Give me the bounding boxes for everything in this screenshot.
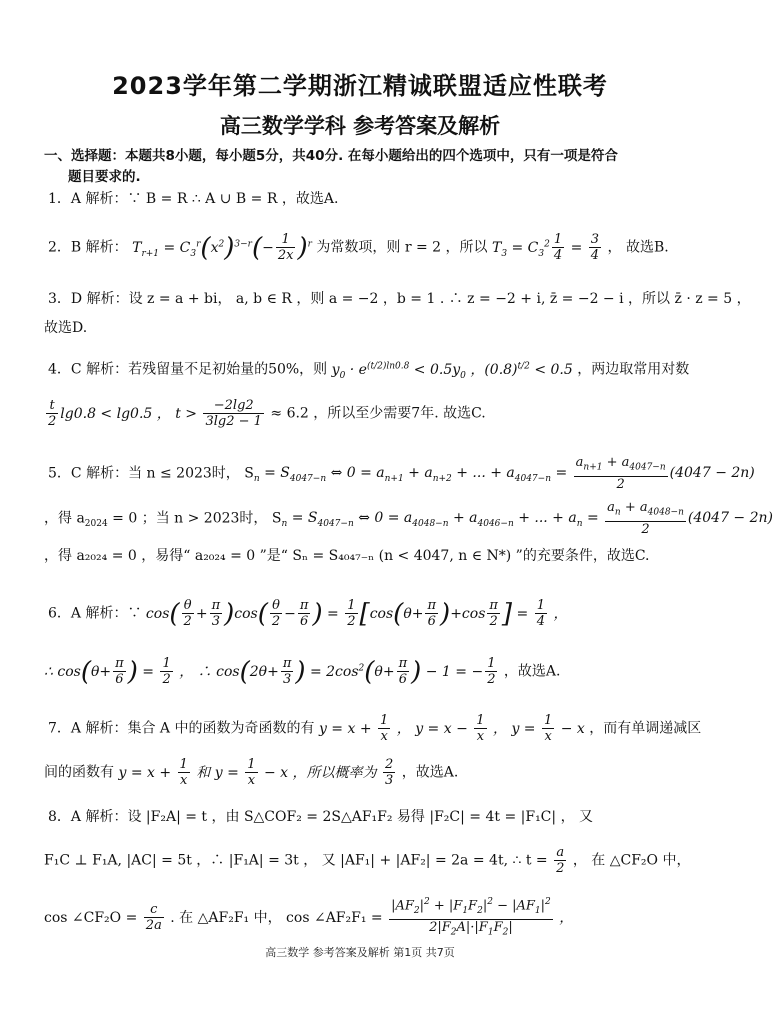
answer-q8-line3: [44, 895, 684, 941]
answer-q4-line1: [48, 355, 688, 386]
answer-q5-line1: [48, 455, 755, 492]
answer-q7-decreasing-functions: y = x + $\frac{1}{x}$ 和 y = $\frac{1}{x}$ − x ，所以概率为 $\frac{2}{3}$: [118, 757, 394, 788]
answer-q7-conclusion: ，故选A.: [401, 764, 459, 781]
answer-q8-text: F₁C ⊥ F₁A, |AC| = 5t ，∴ |F₁A| = 3t ， 又 |AF₁| + |AF₂| = 2a = 4t, ∴ t =: [44, 852, 548, 869]
answer-q4-text: ，两边取常用对数: [577, 361, 690, 378]
answer-q6-identity: cos( $\frac{\theta}{2}$ + $\frac{\pi}{3}$ )cos( $\frac{\theta}{2}$ − $\frac{\pi}{6}$ ) = $\frac{1}{2}$ [cos(θ+ $\frac{\pi}{6}$ )+cos $\frac{\pi}{2}$ ] = $\frac{1}{4}$ ，: [145, 598, 568, 629]
answer-q5-text2: = 0 ；当 n > 2023时， S: [107, 510, 282, 527]
answer-q4-log-inequality: $\frac{t}{2}$ lg0.8 < lg0.5 ， t > $\frac{-2\lg 2}{3\lg 2 - 1}$: [48, 398, 262, 429]
answer-q8-t-value: $\frac{a}{2}$: [556, 845, 565, 876]
answer-q7-text: ，而有单调递减区: [589, 720, 702, 737]
answer-q5-formula2: $_n = S_{4047-n}$ ⇔ $0 = a_{4048-n} + a_{4046-n}$ + ... + $a_n$ = $\frac{a_n + a_{4048-n}}{2}$ (4047 − 2n): [281, 500, 773, 537]
answer-q5-text: ，得 a: [44, 510, 85, 527]
answer-q1: 1．A 解析：∵ B = R ∴ A ∪ B = R ，故选A.: [48, 191, 339, 207]
answer-q5-formula1: $_n = S_{4047-n}$ ⇔ $0 = a_{n+1} + a_{n+2}$ + ... + $a_{4047-n}$ = $\frac{a_{n+1} + a_{4047-n}}{2}$ (4047 − 2n): [253, 455, 755, 492]
answer-q8-line1: 8．A 解析：设 |F₂A| = t ，由 S△COF₂ = 2S△AF₁F₂ 易得 |F₂C| = 4t = |F₁C| ， 又: [48, 809, 594, 825]
section-heading-line1: 一、选择题：本题共8小题，每小题5分，共40分. 在每小题给出的四个选项中，只有一项是符合: [44, 148, 618, 164]
answer-q4-conclusion: ≈ 6.2 ，所以至少需要7年. 故选C.: [270, 405, 486, 422]
section-heading-line2: 题目要求的.: [68, 169, 141, 185]
answer-q8-cos-label: cos ∠CF₂O =: [44, 909, 138, 926]
answer-q4-line2: [44, 398, 684, 429]
answer-q7-odd-functions: y = x + $\frac{1}{x}$ ， y = x − $\frac{1}{x}$ ， y = $\frac{1}{x}$ − x: [318, 713, 585, 744]
answer-q2-text: 为常数项，则 r = 2 ，所以: [316, 239, 488, 256]
answer-q5-line3: ，得 a₂₀₂₄ = 0 ，易得“ a₂₀₂₄ = 0 ”是“ Sₙ = S₄₀₄₇₋ₙ (n < 4047, n ∈ N*) ”的充要条件，故选C.: [44, 548, 650, 564]
answer-q5-intro: 5．C 解析：当 n ≤ 2023时， S: [48, 465, 254, 482]
answer-q2-intro: 2．B 解析：: [48, 239, 128, 256]
answer-q8-text3: . 在 △AF₂F₁ 中， cos ∠AF₂F₁ =: [170, 909, 383, 926]
answer-q6-derivation: ∴ cos(θ+ $\frac{\pi}{6}$ ) = $\frac{1}{2}$ ， ∴ cos(2θ+ $\frac{\pi}{3}$ ) = $2\cos^2(\theta+$ $\frac{\pi}{6}$ ) − 1 = − $\frac{1}{2}$: [44, 656, 496, 687]
answer-q6-line1: [48, 598, 688, 629]
answer-q4-intro: 4．C 解析：若残留量不足初始量的50%，则: [48, 361, 328, 378]
answer-q7-line1: [48, 713, 702, 744]
answer-q2: [48, 232, 688, 264]
answer-q2-tail: ， 故选B.: [607, 239, 669, 256]
answer-q7-line2: [44, 757, 684, 788]
page-footer: 高三数学 参考答案及解析 第1页 共7页: [265, 946, 455, 959]
answer-q6-intro: 6．A 解析：∵: [48, 605, 142, 622]
answer-q7-intro: 7．A 解析：集合 A 中的函数为奇函数的有: [48, 720, 315, 737]
answer-q8-cos1: $\frac{c}{2a}$: [145, 902, 162, 934]
answer-q6-line2: [44, 656, 684, 687]
answer-q8-cos2: $\frac{|AF_2|^2 + |F_1F_2|^2 - |AF_1|^2}{2|F_2A|\cdot|F_1F_2|}$ ，: [391, 897, 574, 938]
answer-q7-text2: 间的函数有: [44, 764, 114, 781]
section-heading: [44, 146, 684, 188]
answer-q8-line2: [44, 845, 691, 876]
answer-q8-text2: ， 在 △CF₂O 中，: [572, 852, 691, 869]
answer-q4-inequality: $y_0 \cdot e^{(t/2)ln0.8} < 0.5y_0$ ，$(0.8)^{t/2} < 0.5$: [331, 361, 573, 381]
answer-q2-formula: $T_{r+1} = C_3^r(x^2)^{3-r}(-$ $\frac{1}{2x}$ )$^r$: [132, 232, 312, 263]
page-title: 2023学年第二学期浙江精诚联盟适应性联考: [112, 72, 608, 100]
page-subtitle: 高三数学学科 参考答案及解析: [219, 114, 501, 138]
answer-q3-line2: 故选D.: [44, 320, 88, 336]
answer-q2-result: $T_3 = C_3^2$ $\frac{1}{4}$ = $\frac{3}{4}$: [491, 232, 600, 263]
answer-q6-conclusion: ，故选A.: [503, 663, 561, 680]
answer-q3-line1: 3．D 解析：设 z = a + bi， a, b ∈ R ，则 a = −2 ，b = 1 . ∴ z = −2 + i, z̄ = −2 − i ，所以 z̄ · z = 5 ，: [48, 291, 751, 307]
answer-q5-line2: ，得 $a_{2024} = 0$ ；当 n > 2023时， $S_n = S_{4047-n}$ ⇔ $0 = a_{4048-n} + a_{4046-n}$ + ... + $a_n$ = $\frac{a_n + a_{4048-n}}{2}$ (4047 − 2n): [44, 500, 773, 537]
